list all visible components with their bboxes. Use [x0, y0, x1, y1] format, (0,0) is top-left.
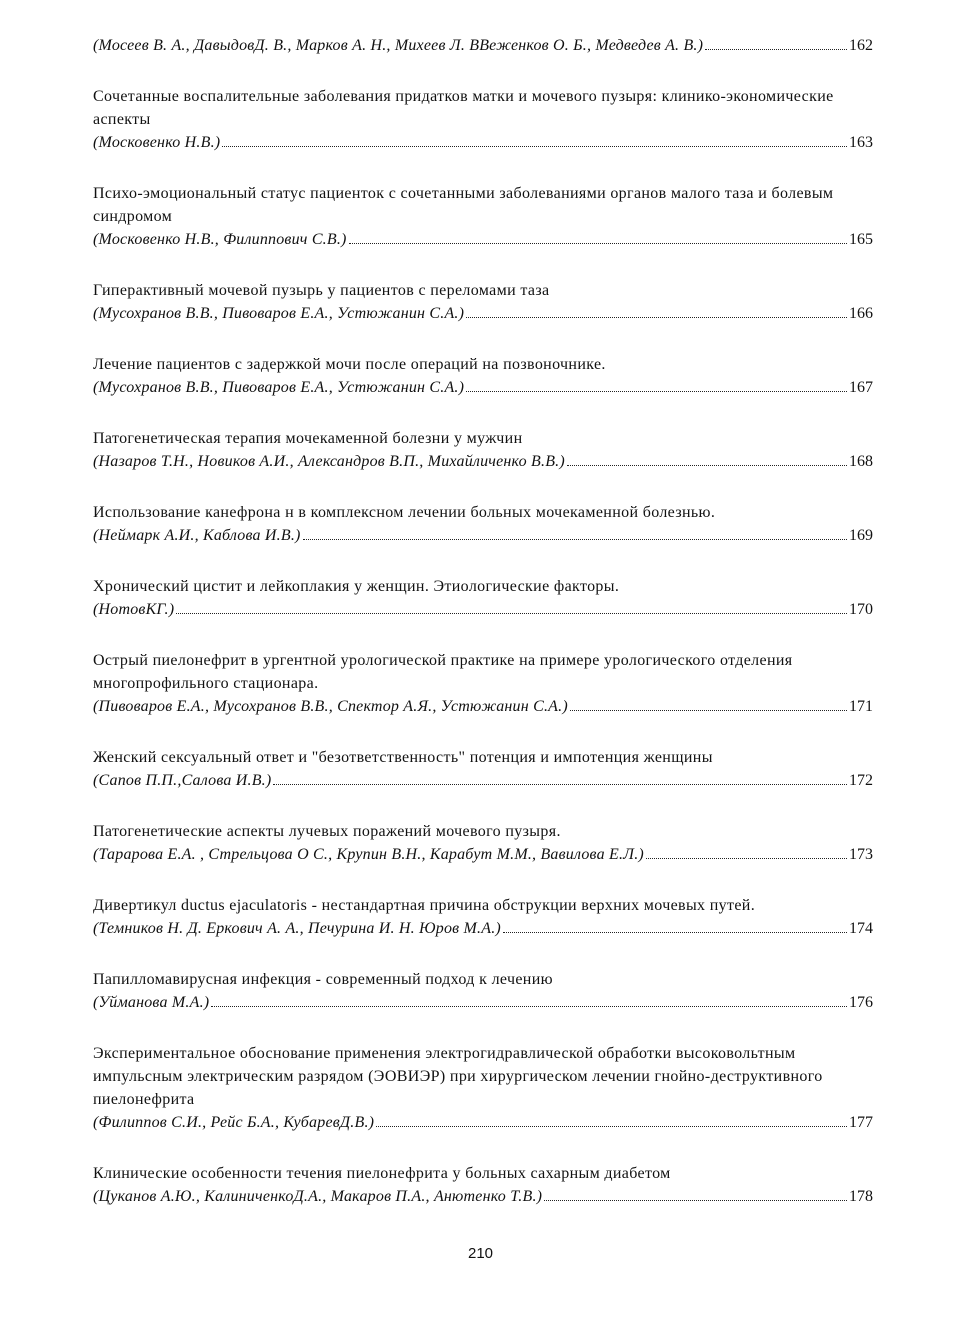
entry-authors: (Мосеев В. А., ДавыдовД. В., Марков А. Н., Михеев Л. ВВеженков О. Б., Медведев А. В.): [93, 37, 704, 54]
dot-leader: [466, 317, 847, 318]
dot-leader: [176, 613, 847, 614]
entry-authors: (Неймарк А.И., Каблова И.В.): [93, 527, 301, 544]
entry-title: Гиперактивный мочевой пузырь у пациентов с переломами таза: [93, 282, 550, 299]
entry-page: 166: [849, 305, 873, 322]
page-number: 210: [467, 1245, 494, 1262]
entry-page: 165: [849, 231, 873, 248]
entry-title: Лечение пациентов с задержкой мочи после операций на позвоночнике.: [93, 356, 606, 373]
dot-leader: [222, 146, 847, 147]
entry-title: Острый пиелонефрит в ургентной урологической практике на примере урологического отделения многопрофильного стационара.: [93, 652, 793, 692]
entry-page: 173: [849, 846, 873, 863]
entry-authors-line: [93, 302, 873, 325]
entry-authors-line: [93, 843, 873, 866]
entry-authors: (Мусохранов В.В., Пивоваров Е.А., Устюжанин С.А.): [93, 305, 465, 322]
entry-page: 167: [849, 379, 873, 396]
entry-authors: (Цуканов А.Ю., КалиниченкоД.А., Макаров П.А., Анютенко Т.В.): [93, 1188, 543, 1205]
entry-authors-line: [93, 228, 873, 251]
toc-entry: [93, 894, 873, 940]
entry-authors: (Уйманова М.А.): [93, 994, 210, 1011]
toc-entry: [93, 1162, 873, 1208]
dot-leader: [544, 1200, 847, 1201]
entry-authors-line: [93, 1185, 873, 1208]
dot-leader: [376, 1126, 847, 1127]
entry-title: Дивертикул ductus ejaculatoris - нестандартная причина обструкции верхних мочевых путей.: [93, 897, 756, 914]
entry-page: 178: [849, 1188, 873, 1205]
entry-page: 177: [849, 1114, 873, 1131]
toc-entry: [93, 649, 873, 718]
toc-entry: [93, 427, 873, 473]
entry-authors: (Назаров Т.Н., Новиков А.И., Александров В.П., Михайличенко В.В.): [93, 453, 565, 470]
entry-authors: (Пивоваров Е.А., Мусохранов В.В., Спектор А.Я., Устюжанин С.А.): [93, 698, 568, 715]
entry-title: Женский сексуальный ответ и "безответственность" потенция и импотенция женщины: [93, 749, 713, 766]
entry-page: 170: [849, 601, 873, 618]
entry-title: Психо-эмоциональный статус пациенток с сочетанными заболеваниями органов малого таза и болевым синдромом: [93, 185, 834, 225]
entry-authors-line: [93, 695, 873, 718]
entry-page: 174: [849, 920, 873, 937]
entry-title: Патогенетическая терапия мочекаменной болезни у мужчин: [93, 430, 523, 447]
toc-entry: [93, 746, 873, 792]
entry-title: Клинические особенности течения пиелонефрита у больных сахарным диабетом: [93, 1165, 671, 1182]
dot-leader: [211, 1006, 847, 1007]
entry-authors-line: [93, 376, 873, 399]
toc-entry: [93, 353, 873, 399]
entry-authors-line: [93, 450, 873, 473]
entry-authors-line: [93, 1111, 873, 1134]
dot-leader: [646, 858, 847, 859]
dot-leader: [570, 710, 847, 711]
toc-entry: [93, 182, 873, 251]
entry-title: Сочетанные воспалительные заболевания придатков матки и мочевого пузыря: клинико-экономические аспекты: [93, 88, 834, 128]
entry-authors-line: [93, 917, 873, 940]
toc-entry: [93, 501, 873, 547]
entry-authors: (Мусохранов В.В., Пивоваров Е.А., Устюжанин С.А.): [93, 379, 465, 396]
entry-page: 169: [849, 527, 873, 544]
table-of-contents: [93, 34, 873, 1236]
entry-authors: (Темников Н. Д. Еркович А. А., Печурина И. Н. Юров М.А.): [93, 920, 501, 937]
entry-page: 176: [849, 994, 873, 1011]
entry-authors: (Московенко Н.В.): [93, 134, 221, 151]
toc-entry: [93, 34, 873, 57]
entry-authors: (Сапов П.П.,Салова И.В.): [93, 772, 272, 789]
entry-title: Папилломавирусная инфекция - современный подход к лечению: [93, 971, 553, 988]
entry-authors-line: [93, 991, 873, 1014]
entry-authors-line: [93, 769, 873, 792]
entry-title: Патогенетические аспекты лучевых поражений мочевого пузыря.: [93, 823, 561, 840]
entry-authors-line: [93, 598, 873, 621]
entry-page: 162: [849, 37, 873, 54]
entry-title: Экспериментальное обоснование применения электрогидравлической обработки высоковольтным импульсным электрическим разрядом (ЭОВИЭР) при хирургическом лечении гнойно-деструктивного пиелонефрита: [93, 1045, 823, 1108]
dot-leader: [273, 784, 847, 785]
dot-leader: [567, 465, 847, 466]
entry-authors: (НотовКГ.): [93, 601, 175, 618]
dot-leader: [303, 539, 847, 540]
toc-entry: [93, 820, 873, 866]
toc-entry: [93, 1042, 873, 1134]
dot-leader: [705, 49, 847, 50]
entry-page: 171: [849, 698, 873, 715]
entry-authors-line: [93, 524, 873, 547]
entry-title: Хронический цистит и лейкоплакия у женщин. Этиологические факторы.: [93, 578, 620, 595]
entry-authors: (Московенко Н.В., Филиппович С.В.): [93, 231, 347, 248]
toc-entry: [93, 575, 873, 621]
toc-entry: [93, 279, 873, 325]
toc-entry: [93, 968, 873, 1014]
entry-page: 172: [849, 772, 873, 789]
entry-title: Использование канефрона н в комплексном лечении больных мочекаменной болезнью.: [93, 504, 716, 521]
toc-entry: [93, 85, 873, 154]
dot-leader: [503, 932, 847, 933]
entry-authors-line: [93, 131, 873, 154]
entry-authors: (Филиппов С.И., Рейс Б.А., КубаревД.В.): [93, 1114, 375, 1131]
entry-authors-line: [93, 34, 873, 57]
dot-leader: [349, 243, 847, 244]
entry-authors: (Тарарова Е.А. , Стрельцова О С., Крупин В.Н., Карабут М.М., Вавилова Е.Л.): [93, 846, 644, 863]
entry-page: 168: [849, 453, 873, 470]
entry-page: 163: [849, 134, 873, 151]
dot-leader: [466, 391, 847, 392]
